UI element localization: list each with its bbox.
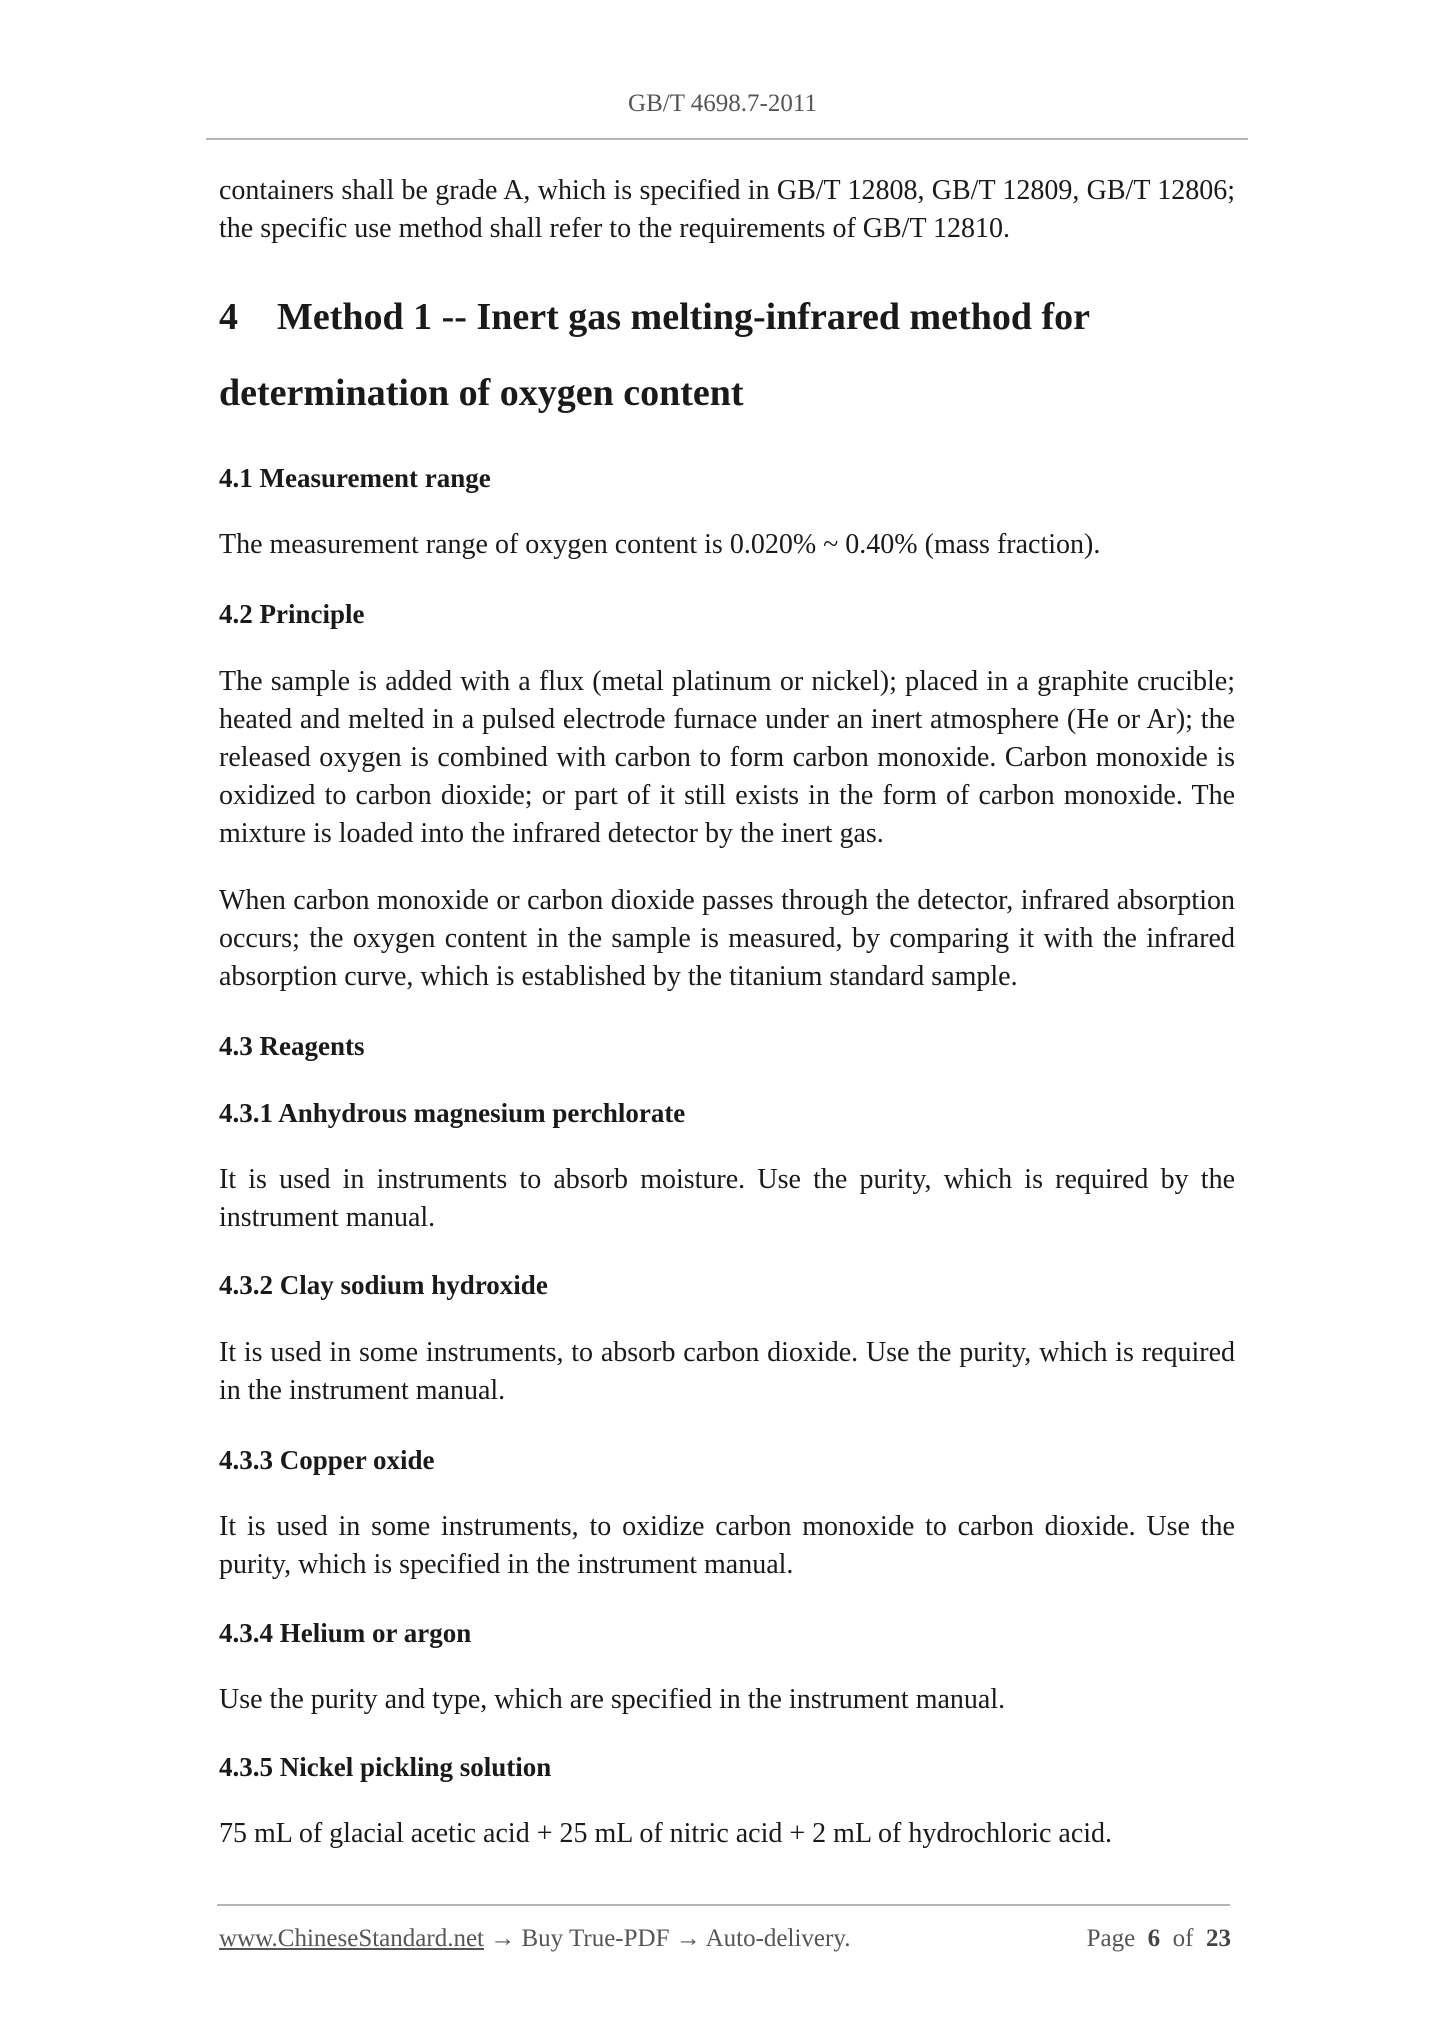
website-link[interactable]: www.ChineseStandard.net: [219, 1925, 484, 1952]
intro-paragraph: containers shall be grade A, which is specified in GB/T 12808, GB/T 12809, GB/T 12806; the specific use method shall refer to the requirements of GB/T 12810.: [219, 175, 1235, 244]
paragraph-4-3-3: It is used in some instruments, to oxidize carbon monoxide to carbon dioxide. Use the purity, which is specified in the instrument manual.: [219, 1511, 1235, 1580]
paragraph-4-3-5: 75 mL of glacial acetic acid + 25 mL of nitric acid + 2 mL of hydrochloric acid.: [219, 1818, 1113, 1849]
heading-4-3-4: 4.3.4 Helium or argon: [219, 1618, 472, 1648]
paragraph-4-2-a: The sample is added with a flux (metal platinum or nickel); placed in a graphite crucible; heated and melted in a pulsed electrode furnace under an inert atmosphere (He or Ar); the released oxygen is combined with carbon to form carbon monoxide. Carbon monoxide is oxidized to carbon dioxide; or part of it still exists in the form of carbon monoxide. The mixture is loaded into the infrared detector by the inert gas.: [219, 666, 1235, 849]
heading-4-3-1: 4.3.1 Anhydrous magnesium perchlorate: [219, 1098, 686, 1128]
footer-promo: [219, 1925, 850, 1953]
total-pages: 23: [1206, 1925, 1231, 1952]
paragraph-4-2-b: When carbon monoxide or carbon dioxide passes through the detector, infrared absorption occurs; the oxygen content in the sample is measured, by comparing it with the infrared absorption curve, which is established by the titanium standard sample.: [219, 885, 1235, 992]
arrow-icon: →: [490, 1925, 516, 1952]
paragraph-4-1: The measurement range of oxygen content is 0.020% ~ 0.40% (mass fraction).: [219, 529, 1101, 560]
document-id-header: GB/T 4698.7-2011: [628, 90, 817, 117]
heading-4-1: 4.1 Measurement range: [219, 463, 491, 493]
section-4-title: [219, 279, 1235, 431]
section-title-line2: determination of oxygen content: [219, 372, 744, 414]
paragraph-4-3-4: Use the purity and type, which are specified in the instrument manual.: [219, 1684, 1006, 1715]
heading-4-3: 4.3 Reagents: [219, 1031, 365, 1061]
delivery-text: Auto-delivery.: [705, 1925, 851, 1952]
of-label: of: [1172, 1925, 1194, 1952]
page-label: Page: [1086, 1925, 1136, 1952]
heading-4-3-5: 4.3.5 Nickel pickling solution: [219, 1752, 552, 1782]
section-number: 4: [219, 296, 238, 338]
paragraph-4-3-1: It is used in instruments to absorb moisture. Use the purity, which is required by the instrument manual.: [219, 1164, 1235, 1233]
heading-4-3-2: 4.3.2 Clay sodium hydroxide: [219, 1270, 548, 1300]
current-page: 6: [1147, 1925, 1161, 1952]
footer-divider: [217, 1904, 1230, 1906]
paragraph-4-3-2: It is used in some instruments, to absorb carbon dioxide. Use the purity, which is required in the instrument manual.: [219, 1337, 1235, 1406]
buy-text: Buy True-PDF: [521, 1925, 670, 1952]
section-title-line1: Method 1 -- Inert gas melting-infrared method for: [277, 296, 1090, 338]
page-indicator: [1087, 1925, 1231, 1953]
arrow-icon: →: [675, 1925, 701, 1952]
heading-4-2: 4.2 Principle: [219, 599, 365, 629]
heading-4-3-3: 4.3.3 Copper oxide: [219, 1445, 435, 1475]
header-divider: [206, 138, 1248, 140]
footer: [219, 1925, 1231, 1953]
